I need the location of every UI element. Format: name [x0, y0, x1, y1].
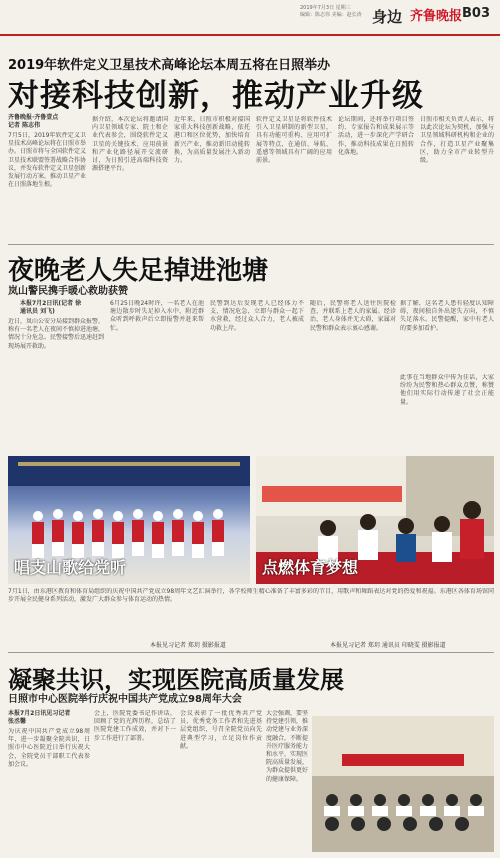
- article3-column-1: 为庆祝中国共产党成立98周年，进一步凝聚全院共识，日照市中心医院近日举行庆祝大会，全院党员干部职工代表参加会议。: [8, 728, 90, 768]
- article1-title: 对接科技创新，推动产业升级: [8, 78, 424, 114]
- article3-column-2: 会上，医院党委书记作讲话，回顾了党的光辉历程，总结了医院党建工作成效，并对下一步工作进行了部署。: [94, 710, 176, 742]
- article1-column-3: 近年来，日照市积极对接国家重大科技创新战略，依托港口和区位优势，加快培育新兴产业，推动新旧动能转换，为高质量发展注入新动力。: [174, 116, 250, 165]
- page-number: B03: [462, 6, 490, 21]
- article3-column-3: 会议表彰了一批优秀共产党员、优秀党务工作者和先进基层党组织，号召全院党员向先进典型学习，立足岗位作贡献。: [180, 710, 262, 750]
- photo-credit-left: 本报见习记者 郑玥 摄影报道: [150, 642, 226, 649]
- section-name: 身边: [372, 8, 403, 26]
- sports-event-photo: [256, 456, 494, 584]
- article1-column-6: 日照市相关负责人表示，将以此次论坛为契机，加强与卫星领域科研机构和企业的合作，打造卫星产业聚集区，助力全市产业转型升级。: [420, 116, 494, 165]
- article2-column-2: 6月25日晚24时许，一名老人在池塘边散步时失足掉入水中，附近群众听到呼救声后立即报警并赶来帮忙。: [110, 300, 204, 332]
- article2-byline: 本报7月2日讯(记者 徐 通讯员 刘飞): [20, 300, 82, 315]
- article1-column-1: 7月5日，2019年软件定义卫星技术高峰论坛将在日照市举办。日照市将与全国软件定义卫星技术联盟签署战略合作协议，并发布软件定义卫星创新发展行动方案，推动卫星产业在日照落地生根。: [8, 132, 86, 189]
- article2-title: 夜晚老人失足掉进池塘: [8, 256, 269, 286]
- editor-credit: 编辑：陈志伟 美编：赵长涛: [300, 12, 362, 18]
- article1-column-5: 论坛期间，还将举行项目签约、专家报告和成果展示等活动，进一步深化产学研合作，推动科技成果在日照转化落地。: [338, 116, 414, 156]
- sports-photo-caption: 点燃体育梦想: [262, 558, 359, 577]
- issue-date: 2019年7月3日 星期三: [300, 5, 351, 11]
- divider: [8, 244, 494, 245]
- article3-subtitle: 日照市中心医院举行庆祝中国共产党成立98周年大会: [8, 694, 242, 705]
- meeting-hall-illustration: [312, 716, 494, 852]
- article1-column-4: 软件定义卫星是将软件技术引入卫星研制的新型卫星，具有功能可重构、应用可扩展等特点，在通信、导航、遥感等领域具有广阔的应用前景。: [256, 116, 332, 165]
- article1-byline: 齐鲁晚报·齐鲁壹点 记者 陈志伟: [8, 114, 59, 129]
- article2-column-5: 据了解，这名老人患有轻度认知障碍，夜间独自外出迷失方向，不慎失足落水。民警提醒，家中有老人的要多加看护。: [400, 300, 494, 332]
- article2-column-3: 民警到达后发现老人已经体力不支，情况危急，立即与群众一起下水营救，经过众人合力，老人被成功救上岸。: [210, 300, 304, 332]
- divider: [8, 652, 494, 653]
- photo-description: 7月1日，由东港区教育和体育局组织的庆祝中国共产党成立98周年文艺汇演举行，各学校师生精心准备了丰富多彩的节目，用歌声和舞蹈表达对党的热爱和祝福。东港区各体育场馆同步开展全民健身系列活动，激发广大群众参与体育运动的热情。: [8, 588, 494, 604]
- article2-subtitle: 岚山警民携手暖心救助获赞: [8, 286, 128, 297]
- masthead: [0, 0, 500, 36]
- article2-column-4: 随后，民警将老人送往医院检查，并联系上老人的家属。经诊治，老人身体并无大碍，家属对民警和群众表示衷心感谢。: [310, 300, 396, 332]
- choir-photo-caption: 唱支山歌给党听: [14, 558, 127, 577]
- photo-credit-right: 本报见习记者 郑玥 通讯员 印晓雯 摄影报道: [330, 642, 446, 649]
- article2-column-6: 此事在当地群众中传为佳话，大家纷纷为民警和热心群众点赞，称赞他们用实际行动传递了社会正能量。: [400, 374, 494, 406]
- article3-byline: 本报7月2日讯见习记者 张丞馨: [8, 710, 71, 725]
- newspaper-logo: 齐鲁晚报: [410, 9, 463, 24]
- choir-photo: [8, 456, 250, 584]
- article2-column-1: 近日，岚山公安分局接到群众报警，称有一名老人在夜间不慎掉进池塘，情况十分危急。民警接警后迅速赶到现场展开救助。: [8, 318, 104, 350]
- article3-title: 凝聚共识，实现医院高质量发展: [8, 666, 344, 694]
- article1-subtitle: 2019年软件定义卫星技术高峰论坛本周五将在日照举办: [8, 58, 331, 73]
- meeting-photo: [312, 716, 494, 852]
- article3-column-4: 大会强调，要坚持党建引领，推动党建与业务深度融合，不断提升医疗服务能力和水平，实现医院高质量发展，为群众提供更好的健康保障。: [266, 710, 308, 783]
- article1-column-2: 据介绍，本次论坛将邀请国内卫星领域专家、院士和企业代表参会，围绕软件定义卫星的关键技术、应用前景和产业化路径展开交流研讨，为日照引进高端科技资源搭建平台。: [92, 116, 168, 173]
